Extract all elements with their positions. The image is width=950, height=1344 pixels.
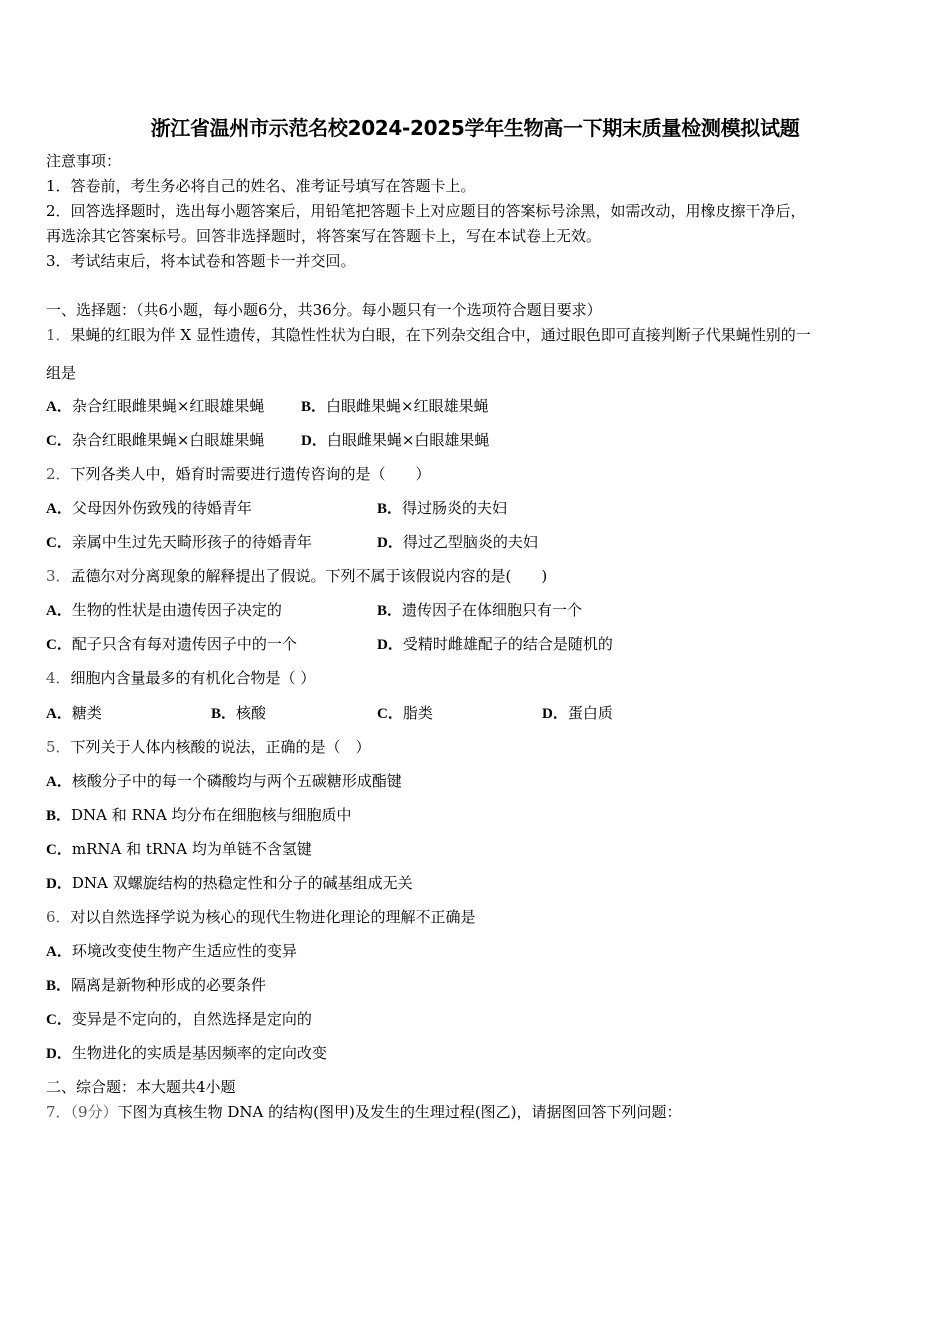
q2-option-b: B．得过肠炎的夫妇 [377, 499, 508, 517]
q4-option-d: D．蛋白质 [542, 704, 613, 722]
notice-item-2a: 2．回答选择题时，选出每小题答案后，用铅笔把答题卡上对应题目的答案标号涂黑，如需改动，用橡皮擦干净后， [46, 202, 806, 220]
q4-option-b: B．核酸 [211, 704, 267, 722]
q3-option-c: C．配子只含有每对遗传因子中的一个 [46, 635, 297, 653]
notice-item-3: 3．考试结束后，将本试卷和答题卡一并交回。 [46, 252, 356, 270]
question-3-stem: 3．孟德尔对分离现象的解释提出了假说。下列不属于该假说内容的是( ) [46, 567, 548, 585]
question-1-stem [46, 325, 811, 345]
question-2-stem: 2．下列各类人中，婚育时需要进行遗传咨询的是（ ） [46, 465, 431, 483]
section-1-heading: 一、选择题：（共6小题，每小题6分，共36分。每小题只有一个选项符合题目要求） [46, 301, 602, 319]
q4-option-a: A．糖类 [46, 704, 102, 722]
question-4-stem: 4．细胞内含量最多的有机化合物是（ ） [46, 669, 316, 687]
question-6-stem: 6．对以自然选择学说为核心的现代生物进化理论的理解不正确是 [46, 908, 476, 926]
q2-option-c: C．亲属中生过先天畸形孩子的待婚青年 [46, 533, 312, 551]
q2-option-d: D．得过乙型脑炎的夫妇 [377, 533, 538, 551]
q5-option-d: D．DNA 双螺旋结构的热稳定性和分子的碱基组成无关 [46, 874, 413, 892]
question-1-stem-cont: 组是 [46, 364, 77, 382]
question-number: 1． [46, 326, 71, 344]
q1-option-a: A．杂合红眼雌果蝇×红眼雄果蝇 [46, 397, 265, 415]
notice-item-1: 1．答卷前，考生务必将自己的姓名、准考证号填写在答题卡上。 [46, 177, 476, 195]
q6-option-b: B．隔离是新物种形成的必要条件 [46, 976, 267, 994]
q6-option-a: A．环境改变使生物产生适应性的变异 [46, 942, 297, 960]
q6-option-c: C．变异是不定向的，自然选择是定向的 [46, 1010, 312, 1028]
notice-heading: 注意事项： [46, 152, 122, 170]
q4-option-c: C．脂类 [377, 704, 433, 722]
question-7-stem: 7．（9分）下图为真核生物 DNA 的结构(图甲)及发生的生理过程(图乙)，请据图回答下列问题： [46, 1103, 682, 1121]
q2-option-a: A．父母因外伤致残的待婚青年 [46, 499, 252, 517]
q1-option-b: B．白眼雌果蝇×红眼雄果蝇 [301, 397, 489, 415]
page-title: 浙江省温州市示范名校2024-2025学年生物高一下期末质量检测模拟试题 [150, 116, 800, 140]
q6-option-d: D．生物进化的实质是基因频率的定向改变 [46, 1044, 327, 1062]
q3-option-b: B．遗传因子在体细胞只有一个 [377, 601, 583, 619]
q3-option-d: D．受精时雌雄配子的结合是随机的 [377, 635, 613, 653]
q5-option-c: C．mRNA 和 tRNA 均为单链不含氢键 [46, 840, 312, 858]
q5-option-a: A．核酸分子中的每一个磷酸均与两个五碳糖形成酯键 [46, 772, 402, 790]
notice-item-2b: 再选涂其它答案标号。回答非选择题时，将答案写在答题卡上，写在本试卷上无效。 [46, 227, 602, 245]
question-text: 果蝇的红眼为伴 X 显性遗传，其隐性性状为白眼，在下列杂交组合中，通过眼色即可直接判断子代果蝇性别的一 [70, 326, 811, 344]
q5-option-b: B．DNA 和 RNA 均分布在细胞核与细胞质中 [46, 806, 352, 824]
q1-option-d: D．白眼雌果蝇×白眼雄果蝇 [301, 431, 490, 449]
q3-option-a: A．生物的性状是由遗传因子决定的 [46, 601, 282, 619]
question-5-stem: 5．下列关于人体内核酸的说法，正确的是（ ） [46, 738, 371, 756]
section-2-heading: 二、综合题：本大题共4小题 [46, 1078, 236, 1096]
q1-option-c: C．杂合红眼雌果蝇×白眼雄果蝇 [46, 431, 265, 449]
